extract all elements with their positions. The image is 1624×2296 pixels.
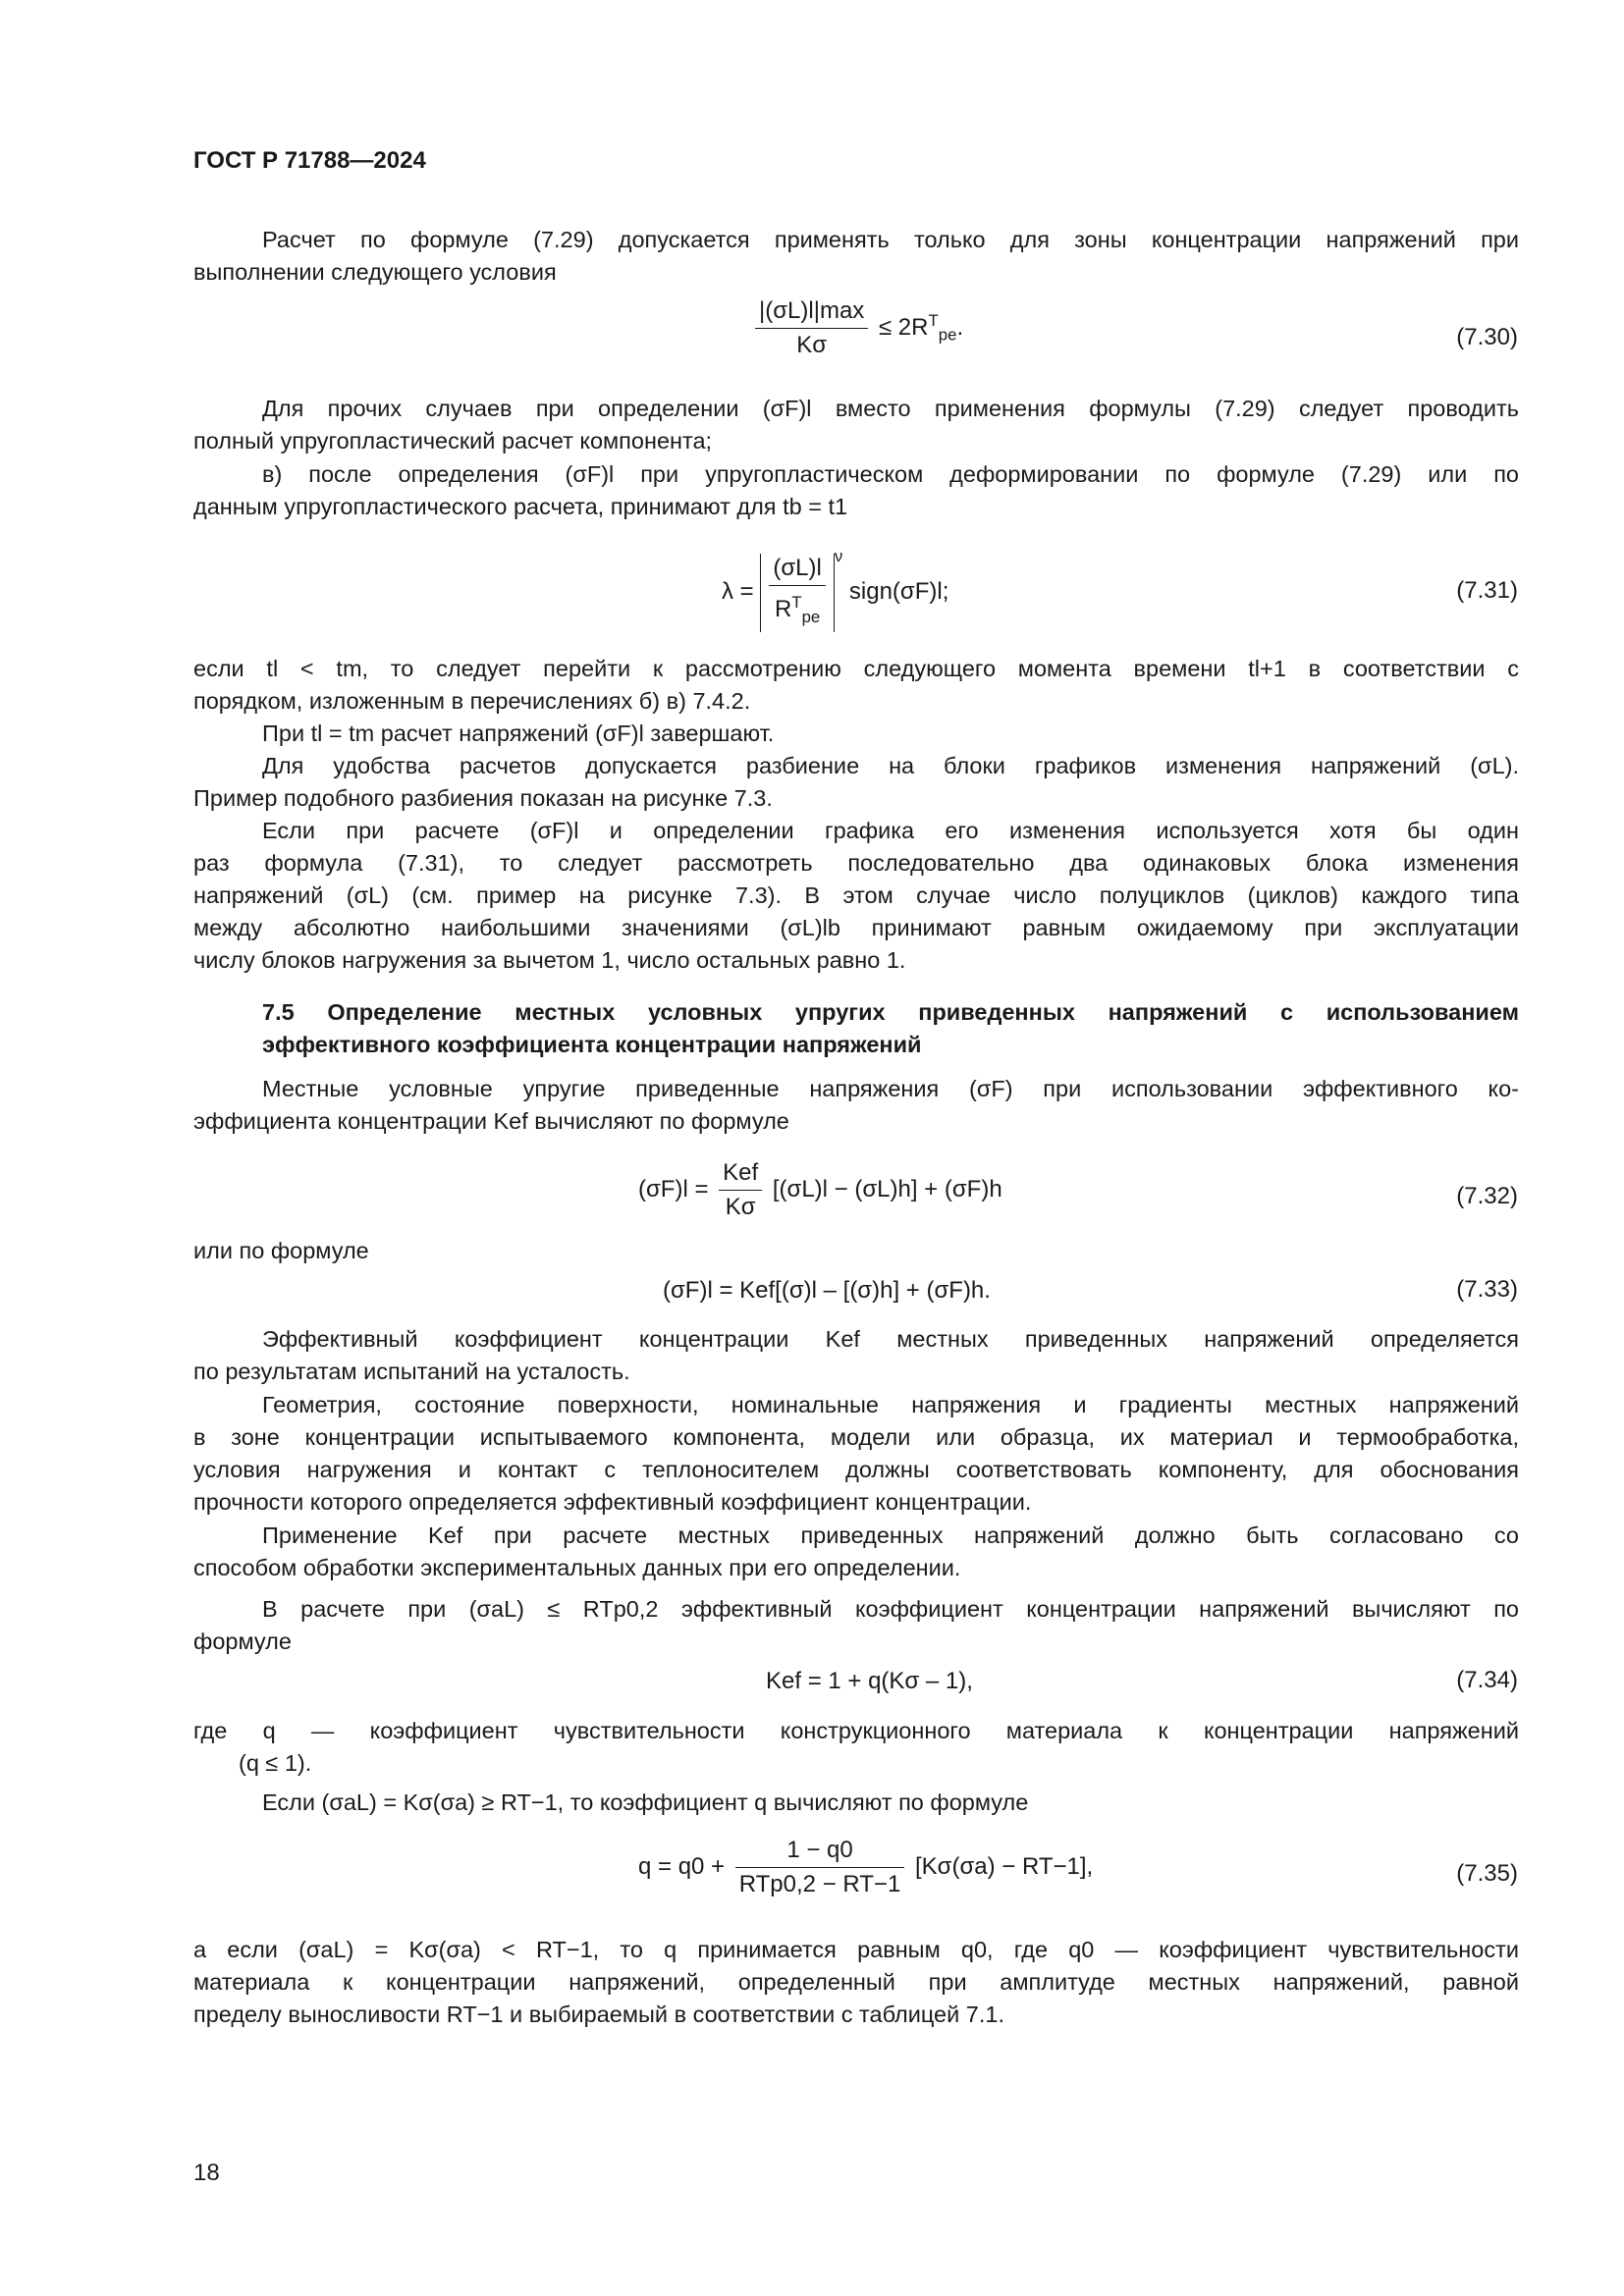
equation-number: (7.30) [1456,324,1518,350]
paragraph-14: где q — коэффициент чувствительности конструкционного материала к концентрации напряжений (q ≤ 1). [193,1718,1519,1776]
equation-7-31: λ = $\frac{(\sigma L)l}{R^T_{pe}}$ $^\nu$ sign(σF)l; [722,542,948,632]
equation-number: (7.34) [1456,1667,1518,1693]
equation-7-30: $\frac{|(\sigma L)l|\max}{K\sigma}$ ≤ $2R^T_{pe}$. [751,296,963,360]
paragraph-9: или по формуле [193,1238,369,1263]
equation-number: (7.35) [1456,1860,1518,1887]
paragraph-4: если tl < tm, то следует перейти к рассмотрению следующего момента времени tl+1 в соответствии с порядком, изложенным в перечислениях б) в) 7.4.2. [193,656,1519,714]
equation-7-32: (σF)l = $\frac{\text{Kef}}{K\sigma}$ [(σL)l − (σL)h] + (σF)h [638,1159,1002,1220]
paragraph-8: Местные условные упругие приведенные напряжения (σF) при использовании эффективного ко- эффициента концентрации Kef вычисляют по формуле [193,1076,1519,1134]
paragraph-7: Если при расчете (σF)l и определении графика его изменения используется хотя бы один раз формула (7.31), то следует рассмотреть последовательно два одинаковых блока изменения напряжений (σL) (см. пример на рисунке 7.3). В этом случае число полуциклов (циклов) каждого типа между абсолютно наибольшими значениями (σL)lb принимают равным ожидаемому при эксплуатации числу блоков нагружения за вычетом 1, число остальных равно 1. [193,818,1519,973]
paragraph-11: Геометрия, состояние поверхности, номинальные напряжения и градиенты местных напряжений в зоне концентрации испытываемого компонента, модели или образца, их материал и термообработка, условия нагружения и контакт с теплоносителем должны соответствовать компоненту, для обоснования прочности которого определяется эффективный коэффициент концентрации. [193,1392,1519,1515]
paragraph-6: Для удобства расчетов допускается разбиение на блоки графиков изменения напряжений (σL). Пример подобного разбиения показан на рисунке 7.3. [193,753,1519,811]
paragraph-10: Эффективный коэффициент концентрации Kef местных приведенных напряжений определяется по результатам испытаний на усталость. [193,1326,1519,1384]
equation-number: (7.32) [1456,1183,1518,1209]
paragraph-5: При tl = tm расчет напряжений (σF)l завершают. [262,721,775,746]
paragraph-13: В расчете при (σaL) ≤ RTp0,2 эффективный коэффициент концентрации напряжений вычисляют по формуле [193,1596,1519,1654]
equation-number: (7.31) [1456,577,1518,604]
paragraph-1: Расчет по формуле (7.29) допускается применять только для зоны концентрации напряжений при выполнении следующего условия [193,227,1519,285]
paragraph-2: Для прочих случаев при определении (σF)l вместо применения формулы (7.29) следует проводить полный упругопластический расчет компонента; [193,396,1519,454]
paragraph-3: в) после определения (σF)l при упругопластическом деформировании по формуле (7.29) или по данным упругопластического расчета, принимают для tb = t1 [193,461,1519,519]
paragraph-15: Если (σaL) = Kσ(σa) ≥ RT−1, то коэффициент q вычисляют по формуле [262,1789,1029,1815]
equation-7-35: q = q0 + $\frac{1 - q0}{\text{RTp0,2 − RT−1}}$ [Kσ(σa) − RT−1], [638,1837,1094,1897]
page-number: 18 [193,2160,220,2186]
equation-7-33: (σF)l = Kef[(σ)l – [(σ)h] + (σF)h. [663,1277,991,1304]
paragraph-12: Применение Kef при расчете местных приведенных напряжений должно быть согласовано со способом обработки экспериментальных данных при его определении. [193,1522,1519,1580]
equation-number: (7.33) [1456,1276,1518,1303]
document-header: ГОСТ Р 71788—2024 [193,147,426,174]
paragraph-16: а если (σaL) = Kσ(σa) < RT−1, то q принимается равным q0, где q0 — коэффициент чувствительности материала к концентрации напряжений, определенный при амплитуде местных напряжений, равной пределу выносливости RT−1 и выбираемый в соответствии с таблицей 7.1. [193,1937,1519,2027]
equation-7-34: Kef = 1 + q(Kσ – 1), [766,1668,973,1694]
section-heading-7-5: 7.5 Определение местных условных упругих приведенных напряжений с использованием эффективного коэффициента концентрации напряжений [262,999,1519,1057]
